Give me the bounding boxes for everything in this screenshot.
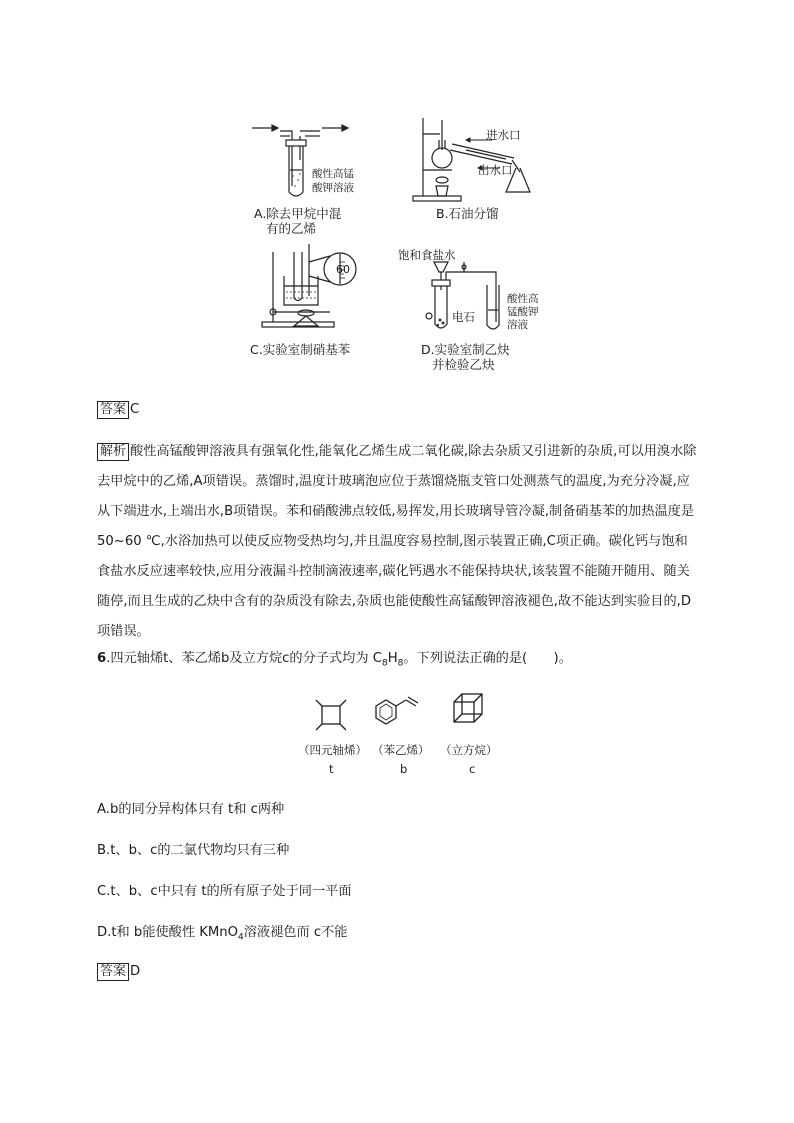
analysis-tag: 解析 (97, 443, 129, 461)
apparatus-a-caption-line2: 有的乙烯 (266, 221, 317, 236)
apparatus-d-top-label: 饱和食盐水 (398, 248, 456, 262)
option-d: D.t和 b能使酸性 KMnO$_4$溶液褪色而 c不能 (97, 925, 348, 943)
apparatus-d-reagent-line3: 溶液 (507, 319, 528, 331)
option-a: A.b的同分异构体只有 t和 c两种 (97, 802, 285, 817)
answer-value: D (130, 964, 141, 979)
apparatus-c-thermometer-value: 60 (336, 263, 350, 276)
answer-6 (97, 963, 140, 981)
molecule-c-letter: c (469, 762, 476, 776)
molecule-t-letter: t (329, 762, 334, 776)
apparatus-a-caption-line1: A.除去甲烷中混 (254, 206, 342, 221)
apparatus-b-inlet-label: 进水口 (486, 128, 521, 142)
apparatus-d-reagent-line2: 锰酸钾 (507, 306, 539, 318)
molecule-b-letter: b (400, 762, 408, 776)
option-b: B.t、b、c的二氯代物均只有三种 (97, 843, 290, 858)
answer-tag: 答案 (97, 401, 129, 419)
molecule-c-name: （立方烷） (440, 743, 498, 757)
molecule-t-name: （四元轴烯） (298, 743, 367, 757)
apparatus-a-reagent-line2: 酸钾溶液 (312, 182, 354, 194)
apparatus-d-reagent-line1: 酸性高 (507, 293, 539, 305)
question-number: 6 (97, 651, 107, 666)
apparatus-b-outlet-label: 出水口 (478, 163, 513, 177)
question-6-stem: 6.四元轴烯t、苯乙烯b及立方烷c的分子式均为 $C_8H_8$。下列说法正确的是( )。 (97, 651, 572, 669)
option-c: C.t、b、c中只有 t的所有原子处于同一平面 (97, 884, 352, 899)
apparatus-d-solid-label: 电石 (452, 310, 475, 324)
apparatus-a-reagent-line1: 酸性高锰 (312, 168, 354, 180)
apparatus-b-caption: B.石油分馏 (436, 206, 499, 221)
apparatus-c-caption: C.实验室制硝基苯 (250, 342, 351, 357)
answer-value: C (130, 402, 140, 417)
answer-tag: 答案 (97, 963, 129, 981)
analysis-text: 酸性高锰酸钾溶液具有强氧化性,能氧化乙烯生成二氧化碳,除去杂质又引进新的杂质,可以用溴水除去甲烷中的乙烯,A项错误。蒸馏时,温度计玻璃泡应位于蒸馏烧瓶支管口处测蒸气的温度,为充分冷凝,应从下端进水,上端出水,B项错误。苯和硝酸沸点较低,易挥发,用长玻璃导管冷凝,制备硝基苯的加热温度是 50~60 ℃,水浴加热可以使反应物受热均匀,并且温度容易控制,图示装置正确,C项正确。碳化钙与饱和食盐水反应速率较快,应用分液漏斗控制滴液速率,碳化钙遇水不能保持块状,该装置不能随开随用、随关随停,而且生成的乙炔中含有的杂质没有除去,杂质也能使酸性高锰酸钾溶液褪色,故不能达到实验目的,D项错误。 (97, 444, 697, 639)
molecule-b-name: （苯乙烯） (372, 743, 430, 757)
apparatus-d-caption-line1: D.实验室制乙炔 (421, 342, 510, 357)
apparatus-d-caption-line2: 并检验乙炔 (432, 357, 495, 372)
